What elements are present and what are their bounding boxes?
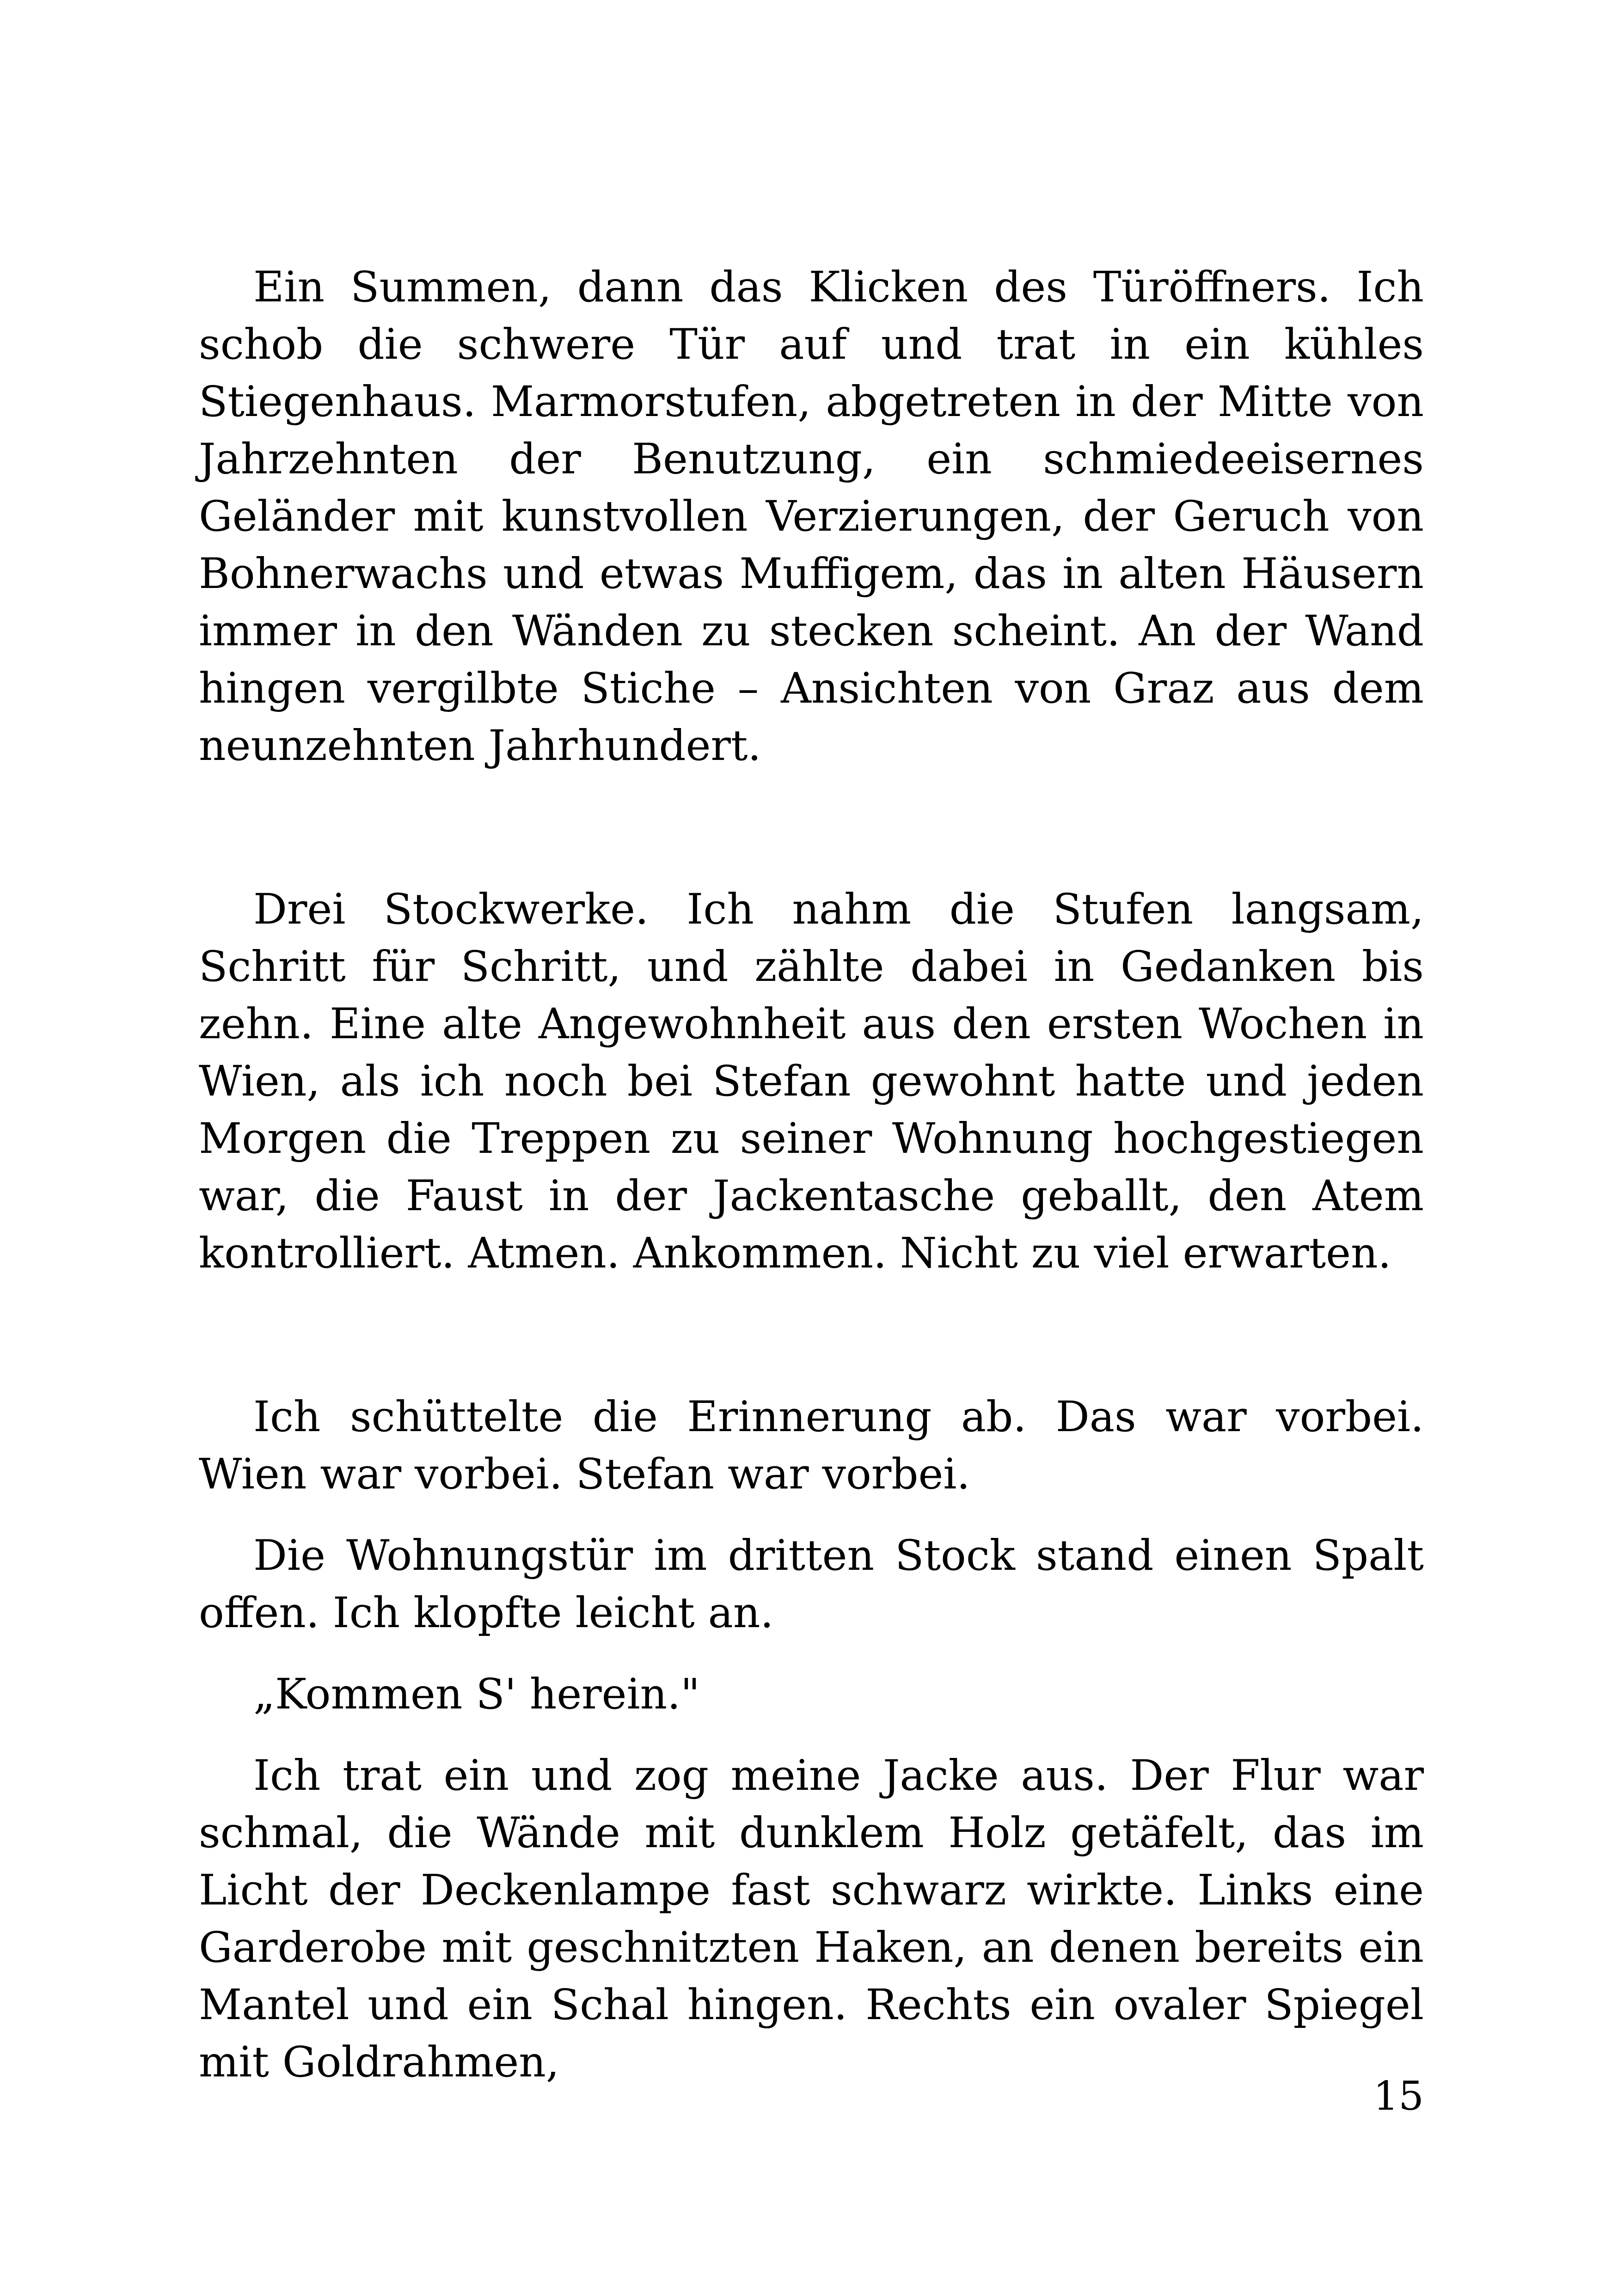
paragraph-three-floors: Drei Stockwerke. Ich nahm die Stufen langsam, Schritt für Schritt, und zählte dabei in Gedanken bis zehn. Eine alte Angewohnheit aus den ersten Wochen in Wien, als ich noch bei Stefan gewohnt hatte und jeden Morgen die Treppen zu seiner Wohnung hochgestiegen war, die Faust in der Jackentasche geballt, den Atem kontrolliert. Atmen. Ankommen. Nicht zu viel erwarten. [199, 885, 1424, 1278]
paragraph-apartment-door: Die Wohnungstür im dritten Stock stand einen Spalt offen. Ich klopfte leicht an. [199, 1531, 1424, 1637]
paragraph-stairwell: Ein Summen, dann das Klicken des Türöffners. Ich schob die schwere Tür auf und trat in ein kühles Stiegenhaus. Marmorstufen, abgetreten in der Mitte von Jahrzehnten der Benutzung, ein schmiedeeisernes Geländer mit kunstvollen Verzierungen, der Geruch von Bohnerwachs und etwas Muffigem, das in alten Häusern immer in den Wänden zu stecken scheint. An der Wand hingen vergilbte Stiche – Ansichten von Graz aus dem neunzehnten Jahrhundert. [199, 263, 1424, 770]
paragraph-memory: Ich schüttelte die Erinnerung ab. Das war vorbei. Wien war vorbei. Stefan war vorbei. [199, 1393, 1424, 1499]
paragraph-hallway: Ich trat ein und zog meine Jacke aus. Der Flur war schmal, die Wände mit dunklem Holz getäfelt, das im Licht der Deckenlampe fast schwarz wirkte. Links eine Garderobe mit geschnitzten Haken, an denen bereits ein Mantel und ein Schal hingen. Rechts ein ovaler Spiegel mit Goldrahmen, [199, 1751, 1424, 2087]
paragraph-dialogue: „Kommen S' herein." [253, 1670, 700, 1719]
body-text [199, 259, 1424, 2091]
page-number: 15 [1373, 2073, 1424, 2119]
